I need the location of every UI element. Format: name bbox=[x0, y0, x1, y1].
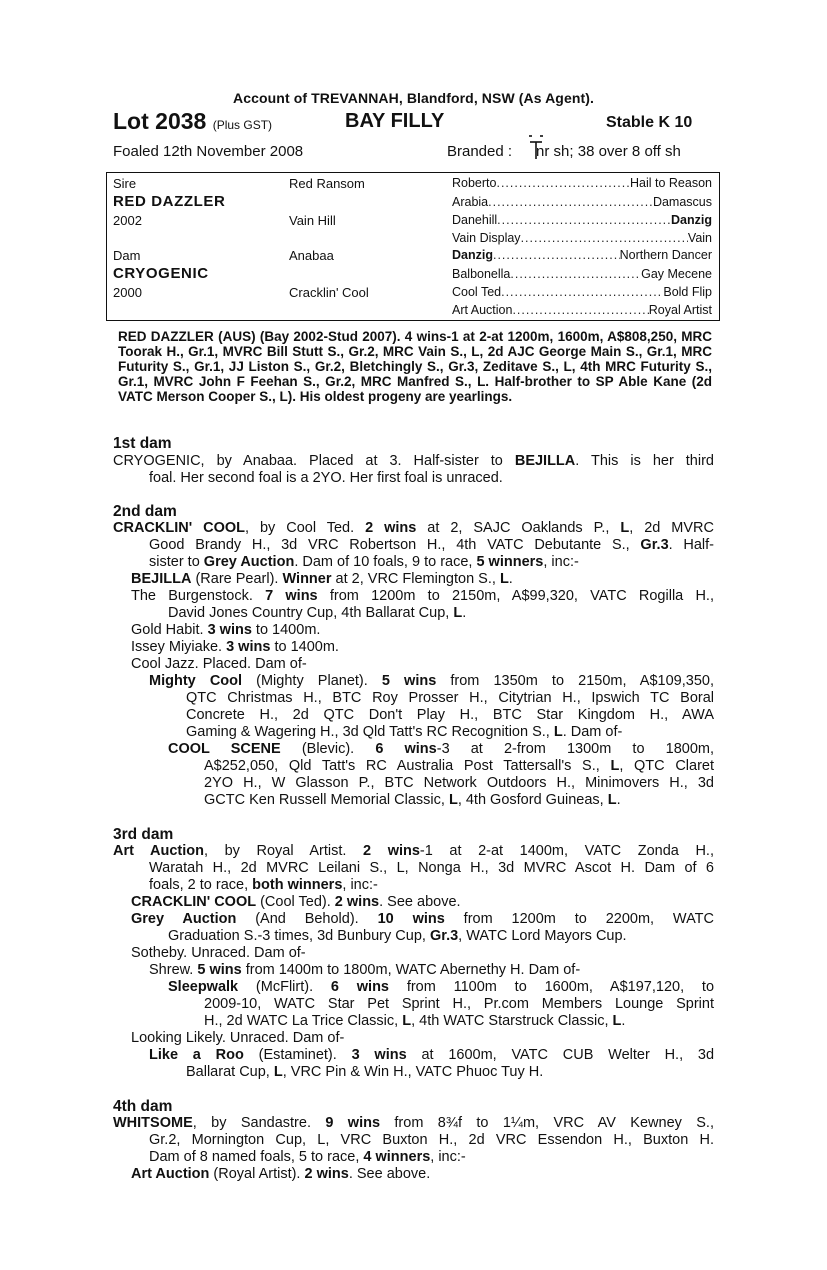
dam4-line: WHITSOME, by Sandastre. 9 wins from 8¾f to 1¼m, VRC AV Kewney S., bbox=[113, 1115, 714, 1131]
lot-label: Lot 2038 bbox=[113, 108, 207, 134]
dam2-line: BEJILLA (Rare Pearl). Winner at 2, VRC Flemington S., L. bbox=[131, 571, 513, 587]
dam-dam: Cracklin' Cool bbox=[289, 285, 369, 300]
dam4-line: Dam of 8 named foals, 5 to race, 4 winners, inc:- bbox=[149, 1149, 466, 1165]
dam3-line: 2009-10, WATC Star Pet Sprint H., Pr.com Members Lounge Sprint bbox=[204, 996, 714, 1012]
pedigree-gen3-row bbox=[452, 303, 712, 317]
gen3-right: Danzig bbox=[671, 213, 712, 227]
stable-location: Stable K 10 bbox=[606, 114, 693, 131]
dam3-line: Looking Likely. Unraced. Dam of- bbox=[131, 1030, 345, 1046]
pedigree-gen3-row bbox=[452, 231, 712, 245]
branded-label: Branded : bbox=[447, 143, 513, 160]
dam2-line: Issey Miyiake. 3 wins to 1400m. bbox=[131, 639, 339, 655]
pedigree-gen3-row bbox=[452, 285, 712, 299]
consignor-account: Account of TREVANNAH, Blandford, NSW (As Agent). bbox=[233, 90, 594, 106]
dam3-line: H., 2d WATC La Trice Classic, L, 4th WATC Starstruck Classic, L. bbox=[204, 1013, 626, 1029]
brand-mark-icon bbox=[527, 133, 545, 161]
sire-sire: Red Ransom bbox=[289, 176, 365, 191]
pedigree-gen3-row bbox=[452, 176, 712, 190]
branded-detail: nr sh; 38 over 8 off sh bbox=[536, 143, 681, 160]
gen3-right: Royal Artist bbox=[648, 303, 712, 317]
dam4-line: Art Auction (Royal Artist). 2 wins. See above. bbox=[131, 1166, 431, 1182]
section-4th-dam: 4th dam bbox=[113, 1098, 173, 1115]
dam2-line: Concrete H., 2d QTC Don't Play H., BTC Star Kingdom H., AWA bbox=[186, 707, 714, 723]
gen3-left: Danzig bbox=[452, 248, 493, 262]
lot-number bbox=[113, 108, 272, 135]
dam3-line: foals, 2 to race, both winners, inc:- bbox=[149, 877, 378, 893]
gen3-left: Arabia bbox=[452, 195, 489, 209]
dam-label: Dam bbox=[113, 248, 141, 263]
section-3rd-dam: 3rd dam bbox=[113, 826, 174, 843]
pedigree-gen3-row bbox=[452, 267, 712, 281]
dam2-line: GCTC Ken Russell Memorial Classic, L, 4th Gosford Guineas, L. bbox=[204, 792, 621, 808]
dam1-line: foal. Her second foal is a 2YO. Her first foal is unraced. bbox=[149, 470, 503, 486]
dam-sire: Anabaa bbox=[289, 248, 334, 263]
dam2-line: Cool Jazz. Placed. Dam of- bbox=[131, 656, 307, 672]
pedigree-table bbox=[106, 172, 720, 321]
gen3-left: Vain Display bbox=[452, 231, 521, 245]
pedigree-gen3-row bbox=[452, 213, 712, 227]
dam-year: 2000 bbox=[113, 285, 142, 300]
dam3-line: Shrew. 5 wins from 1400m to 1800m, WATC Abernethy H. Dam of- bbox=[149, 962, 581, 978]
dam2-line: Gold Habit. 3 wins to 1400m. bbox=[131, 622, 321, 638]
gen3-left: Art Auction bbox=[452, 303, 513, 317]
dam2-line: Gaming & Wagering H., 3d Qld Tatt's RC Recognition S., L. Dam of- bbox=[186, 724, 623, 740]
sire-dam: Vain Hill bbox=[289, 213, 336, 228]
dam2-line: A$252,050, Qld Tatt's RC Australia Post Tattersall's S., L, QTC Claret bbox=[204, 758, 714, 774]
dam2-line: 2YO H., W Glasson P., BTC Network Outdoors H., Minimovers H., 3d bbox=[204, 775, 714, 791]
dam4-line: Gr.2, Mornington Cup, L, VRC Buxton H., 2d VRC Essendon H., Buxton H. bbox=[149, 1132, 714, 1148]
dam3-line: Art Auction, by Royal Artist. 2 wins-1 at 2-at 1400m, VATC Zonda H., bbox=[113, 843, 714, 859]
dam3-line: Grey Auction (And Behold). 10 wins from 1200m to 2200m, WATC bbox=[131, 911, 714, 927]
dam3-line: Sotheby. Unraced. Dam of- bbox=[131, 945, 306, 961]
dam2-line: COOL SCENE (Blevic). 6 wins-3 at 2-from 1300m to 1800m, bbox=[168, 741, 714, 757]
sire-name: RED DAZZLER bbox=[113, 193, 226, 210]
dam-name: CRYOGENIC bbox=[113, 265, 209, 282]
brand-info bbox=[447, 143, 681, 160]
dam2-line: David Jones Country Cup, 4th Ballarat Cup, L. bbox=[168, 605, 467, 621]
gen3-right: Gay Mecene bbox=[641, 267, 712, 281]
section-1st-dam: 1st dam bbox=[113, 435, 172, 452]
gen3-left: Danehill bbox=[452, 213, 498, 227]
dam2-line: sister to Grey Auction. Dam of 10 foals, 9 to race, 5 winners, inc:- bbox=[149, 554, 579, 570]
dam2-line: Good Brandy H., 3d VRC Robertson H., 4th VATC Debutante S., Gr.3. Half- bbox=[149, 537, 715, 553]
gen3-right: Hail to Reason bbox=[630, 176, 712, 190]
dam3-line: Waratah H., 2d MVRC Leilani S., L, Nonga H., 3d MVRC Ascot H. Dam of 6 bbox=[149, 860, 714, 876]
gen3-left: Roberto bbox=[452, 176, 497, 190]
dam3-line: Sleepwalk (McFlirt). 6 wins from 1100m to 1600m, A$197,120, to bbox=[168, 979, 715, 995]
dam1-line: CRYOGENIC, by Anabaa. Placed at 3. Half-sister to BEJILLA. This is her third bbox=[113, 453, 714, 469]
foaled-date: Foaled 12th November 2008 bbox=[113, 143, 304, 160]
dam2-line: The Burgenstock. 7 wins from 1200m to 2150m, A$99,320, VATC Rogilla H., bbox=[131, 588, 714, 604]
sire-year: 2002 bbox=[113, 213, 142, 228]
section-2nd-dam: 2nd dam bbox=[113, 503, 177, 520]
dam2-line: Mighty Cool (Mighty Planet). 5 wins from 1350m to 2150m, A$109,350, bbox=[149, 673, 714, 689]
sire-summary: RED DAZZLER (AUS) (Bay 2002-Stud 2007). 4 wins-1 at 2-at 1200m, 1600m, A$808,250, MRC Toorak H., Gr.1, MVRC Bill Stutt S., Gr.2, MRC Vain S., L, 2d AJC George Main S., Gr.1, MRC Futurity S., Gr.1, JJ Liston S., Gr.2, Bletchingly S., Gr.3, Zeditave S., L, 4th MRC Futurity S., Gr.1, MVRC John F Feehan S., Gr.2, MRC Manfred S., L. Half-brother to SP Able Kane (2d VATC Merson Cooper S., L). His oldest progeny are yearlings. bbox=[118, 329, 712, 404]
dam2-line: CRACKLIN' COOL, by Cool Ted. 2 wins at 2, SAJC Oaklands P., L, 2d MVRC bbox=[113, 520, 714, 536]
lot-note: (Plus GST) bbox=[212, 118, 273, 132]
gen3-right: Damascus bbox=[652, 195, 712, 209]
dam3-line: CRACKLIN' COOL (Cool Ted). 2 wins. See above. bbox=[131, 894, 461, 910]
gen3-right: Northern Dancer bbox=[619, 248, 712, 262]
gen3-left: Balbonella bbox=[452, 267, 511, 281]
dam3-line: Graduation S.-3 times, 3d Bunbury Cup, Gr.3, WATC Lord Mayors Cup. bbox=[168, 928, 627, 944]
dam3-line: Like a Roo (Estaminet). 3 wins at 1600m, VATC CUB Welter H., 3d bbox=[149, 1047, 715, 1063]
pedigree-gen3-row bbox=[452, 248, 712, 262]
gen3-left: Cool Ted bbox=[452, 285, 502, 299]
gen3-right: Vain bbox=[687, 231, 712, 245]
gen3-right: Bold Flip bbox=[663, 285, 712, 299]
horse-description: BAY FILLY bbox=[345, 110, 445, 132]
sire-label: Sire bbox=[113, 176, 137, 191]
pedigree-gen3-row bbox=[452, 195, 712, 209]
dam3-line: Ballarat Cup, L, VRC Pin & Win H., VATC Phuoc Tuy H. bbox=[186, 1064, 544, 1080]
dam2-line: QTC Christmas H., BTC Roy Prosser H., Citytrian H., Ipswich TC Boral bbox=[186, 690, 714, 706]
